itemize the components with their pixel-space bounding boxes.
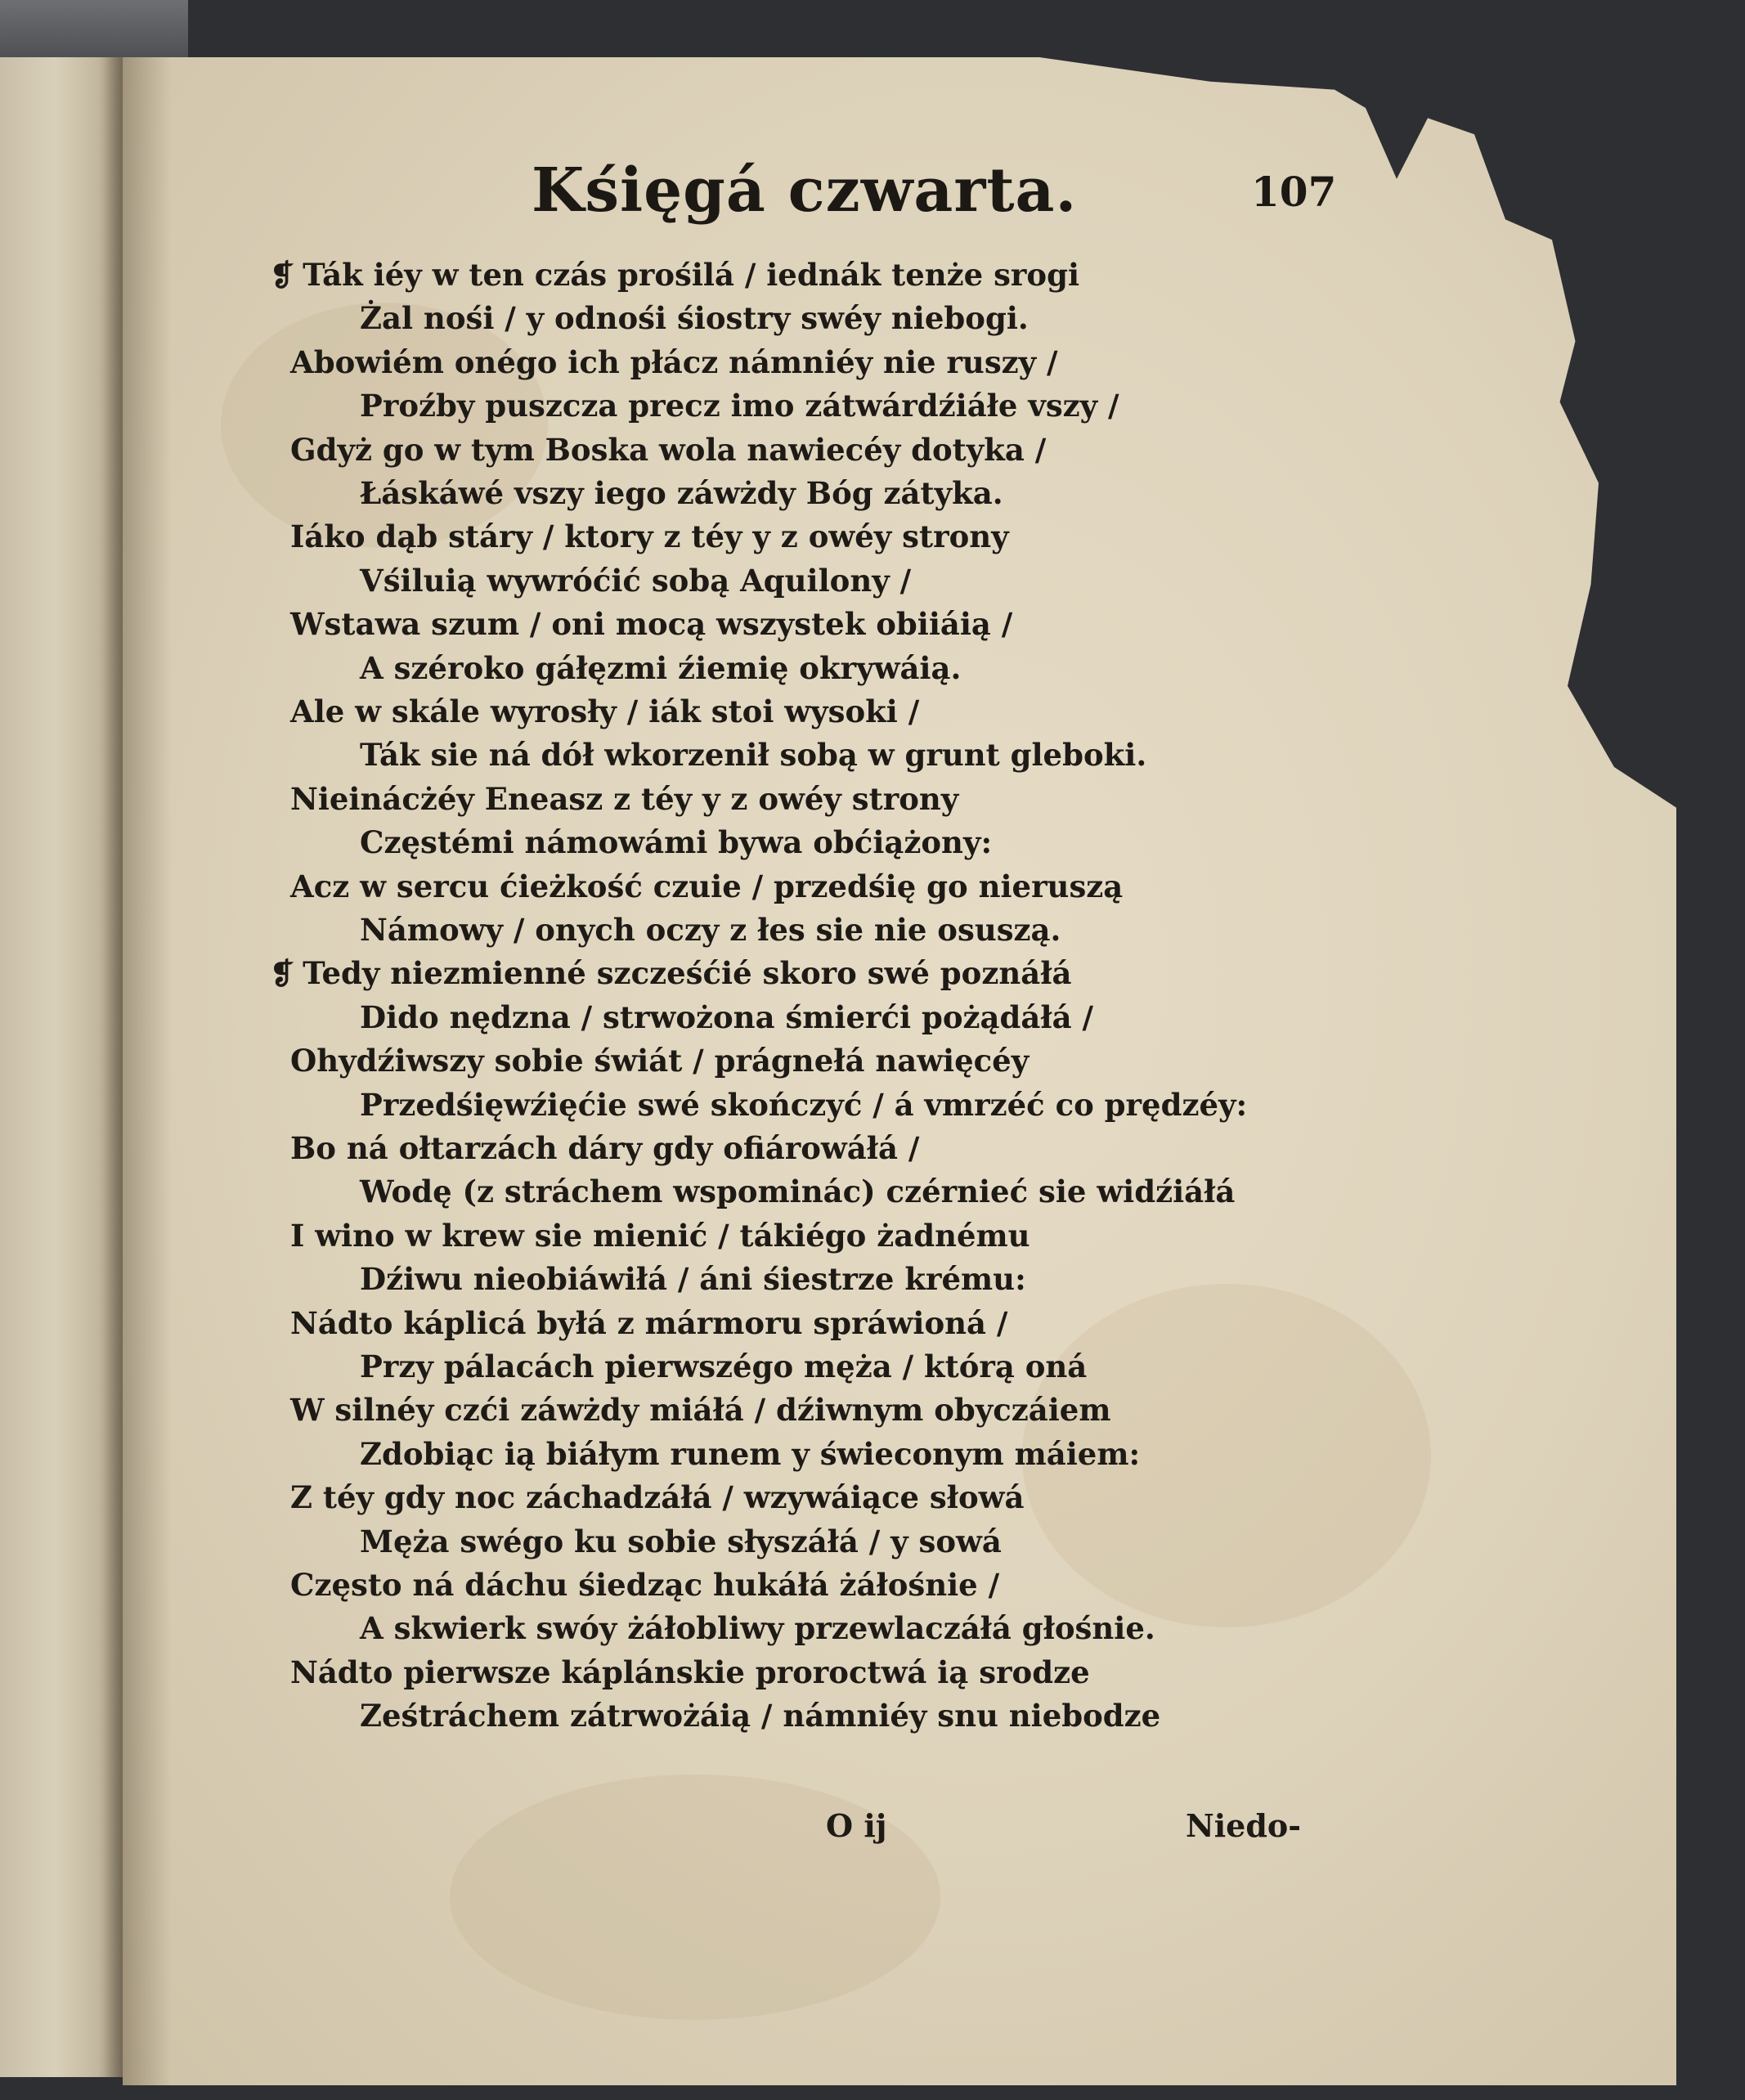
verse-text: Nádto pierwsze káplánskie proroctwá ią srodze	[290, 1654, 1090, 1690]
verse-line	[290, 693, 920, 729]
verse-text: Z téy gdy noc záchadzáłá / wzywáiące słowá	[290, 1479, 1025, 1516]
verse-line	[290, 431, 1047, 468]
verse-line	[270, 257, 1079, 293]
verse-text: Często ná dáchu śiedząc hukáłá żáłośnie /	[290, 1567, 1000, 1603]
verse-line	[290, 868, 1124, 904]
verse-text: Ohydźiwszy sobie świát / prágnełá nawięcéy	[290, 1043, 1030, 1079]
verse-text: Żal nośi / y odnośi śiostry swéy niebogi.	[360, 300, 1029, 337]
verse-text: Vśiluią wywróćić sobą Aquilony /	[360, 562, 912, 599]
verse-line	[360, 562, 912, 599]
verse-line	[290, 343, 1058, 380]
verse-line	[290, 1567, 1000, 1603]
verse-text: I wino w krew sie mienić / tákiégo żadnému	[290, 1217, 1030, 1254]
verse-line	[360, 1086, 1248, 1123]
verse-text: Gdyż go w tym Boska wola nawiecéy dotyka /	[290, 431, 1047, 468]
verse-text: Ták sie ná dół wkorzenił sobą w grunt gleboki.	[360, 737, 1147, 774]
page-number: 107	[1251, 168, 1337, 216]
verse-line	[360, 1610, 1155, 1647]
binding-top	[0, 0, 188, 65]
paper-stain	[221, 303, 548, 548]
verse-line	[360, 737, 1147, 774]
verse-text: Abowiém onégo ich płácz námniéy nie ruszy /	[290, 343, 1058, 380]
verse-line	[290, 518, 1009, 555]
verse-line	[360, 1173, 1236, 1210]
verse-line	[290, 1304, 1008, 1341]
verse-line	[270, 955, 1072, 992]
pilcrow-mark: ❡	[270, 957, 295, 992]
catchword: Niedo-	[1186, 1807, 1302, 1844]
verse-text: W silnéy czći záwżdy miáłá / dźiwnym obyczáiem	[290, 1392, 1111, 1429]
verse-text: Ześtráchem zátrwożáią / námniéy snu niebodze	[360, 1698, 1161, 1734]
verse-line	[360, 1698, 1161, 1734]
verse-text: Wodę (z stráchem wspominác) czérnieć sie widźiáłá	[360, 1173, 1236, 1210]
verse-line	[360, 912, 1061, 948]
verse-line	[360, 1435, 1141, 1472]
verse-text: Męża swégo ku sobie słyszáłá / y sowá	[360, 1523, 1002, 1559]
verse-text: Iáko dąb stáry / ktory z téy y z owéy strony	[290, 518, 1009, 555]
verse-text: Łáskáwé vszy iego záwżdy Bóg zátyka.	[360, 475, 1003, 511]
verse-text: Nieinácżéy Eneasz z téy y z owéy strony	[290, 780, 959, 817]
verse-line	[290, 1479, 1025, 1516]
verse-line	[360, 649, 962, 686]
verse-text: Tedy niezmienné szcześćié skoro swé poznáłá	[303, 955, 1072, 992]
verse-line	[360, 475, 1003, 511]
verse-line	[290, 1392, 1111, 1429]
verse-text: Przy pálacách pierwszégo męża / którą oná	[360, 1348, 1088, 1384]
verse-text: Częstémi námowámi bywa obćiążony:	[360, 824, 993, 861]
verse-line	[290, 780, 959, 817]
pilcrow-mark: ❡	[270, 258, 295, 293]
running-head: Kśięgá czwarta.	[532, 155, 1078, 226]
verse-line	[360, 998, 1093, 1035]
page-edge-shadow	[123, 57, 172, 2085]
verse-line	[360, 824, 993, 861]
verse-line	[290, 1130, 920, 1166]
verse-text: Ták iéy w ten czás prośilá / iednák tenże srogi	[303, 257, 1079, 293]
verse-line	[290, 1654, 1090, 1690]
verse-line	[360, 1261, 1026, 1298]
verse-line	[290, 606, 1013, 643]
verse-text: Acz w sercu ćieżkość czuie / przedśię go nieruszą	[290, 868, 1124, 904]
verse-text: Námowy / onych oczy z łes sie nie osuszą.	[360, 912, 1061, 948]
verse-text: Dźiwu nieobiáwiłá / áni śiestrze krému:	[360, 1261, 1026, 1298]
verse-line	[290, 1043, 1030, 1079]
verse-text: Zdobiąc ią biáłym runem y świeconym máiem:	[360, 1435, 1141, 1472]
verse-line	[360, 300, 1029, 337]
verse-text: Nádto káplicá byłá z mármoru spráwioná /	[290, 1304, 1008, 1341]
verse-text: Wstawa szum / oni mocą wszystek obiiáią /	[290, 606, 1013, 643]
verse-text: Przedśięwźięćie swé skończyć / á vmrzéć co prędzéy:	[360, 1086, 1248, 1123]
verse-line	[360, 1523, 1002, 1559]
verse-text: Dido nędzna / strwożona śmierći pożądáłá /	[360, 998, 1093, 1035]
verse-text: Proźby puszcza precz imo zátwárdźiáłe vszy /	[360, 388, 1119, 424]
verse-line	[360, 388, 1119, 424]
verse-text: A széroko gáłęzmi źiemię okrywáią.	[360, 649, 962, 686]
verse-text: A skwierk swóy żáłobliwy przewlaczáłá głośnie.	[360, 1610, 1155, 1647]
verse-text: Bo ná ołtarzách dáry gdy ofiárowáłá /	[290, 1130, 920, 1166]
verse-line	[290, 1217, 1030, 1254]
verse-text: Ale w skále wyrosły / iák stoi wysoki /	[290, 693, 920, 729]
verse-line	[360, 1348, 1088, 1384]
signature-mark: O ij	[826, 1807, 887, 1844]
